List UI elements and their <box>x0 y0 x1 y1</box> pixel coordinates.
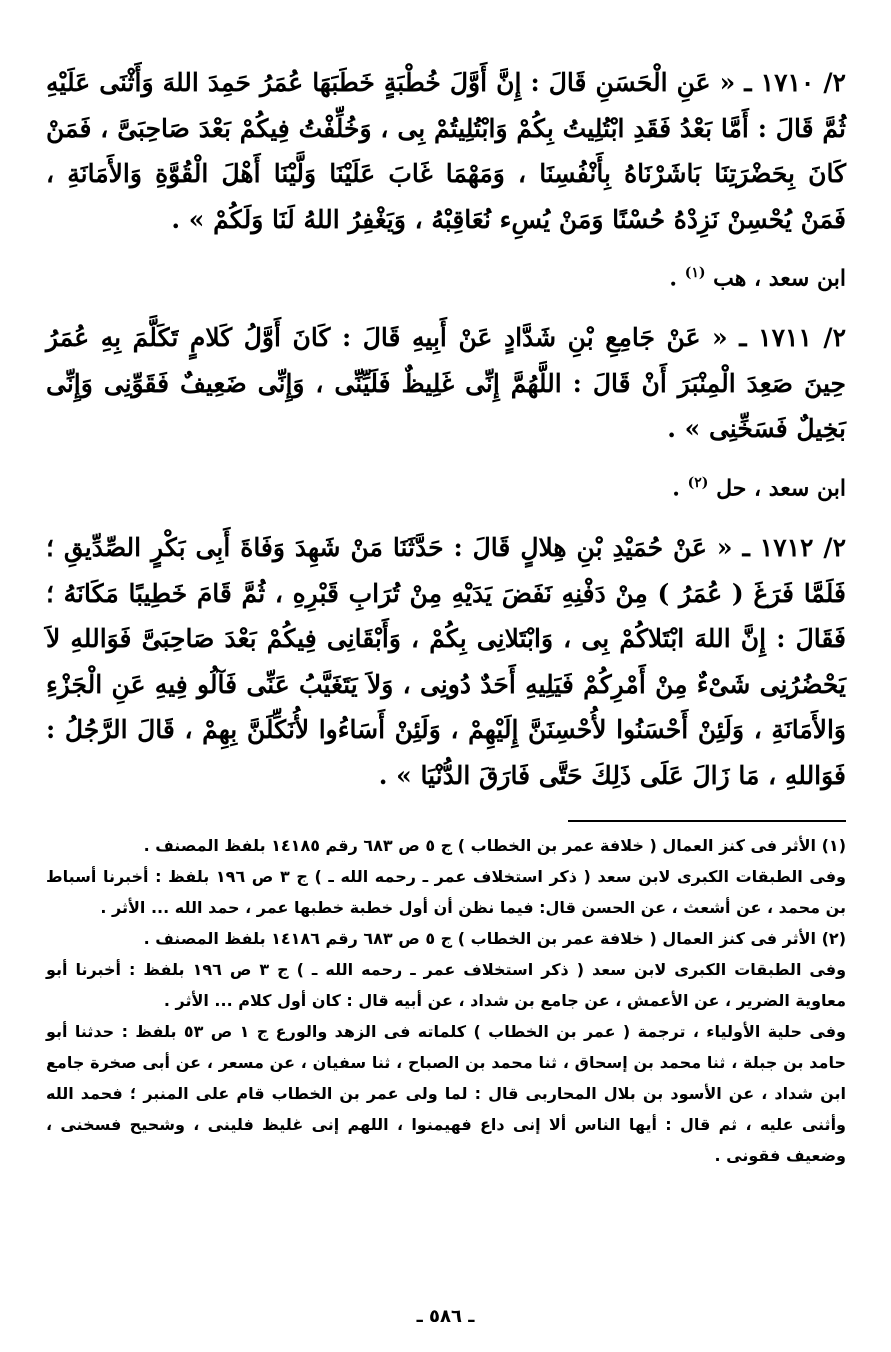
footnotes <box>46 830 846 1171</box>
footnote-ref-1[interactable]: (١) <box>684 265 706 281</box>
page-content <box>46 60 846 1171</box>
hadith-1712: ٢/ ١٧١٢ ـ « عَنْ حُمَيْدِ بْنِ هِلالٍ قَالَ : حَدَّثَنَا مَنْ شَهِدَ وَفَاةَ أَبِى بَكْرٍ الصِّدِّيقِ ؛ فَلَمَّا فَرَغَ ( عُمَرُ ) مِنْ دَفْنِهِ نَفَضَ يَدَيْهِ مِنْ تُرَابِ قَبْرِهِ ، ثُمَّ قَامَ خَطِيبًا مَكَانَهُ ؛ فَقَالَ : إِنَّ اللهَ ابْتَلاكُمْ بِى ، وَابْتَلانِى بِكُمْ ، وَأَبْقَانِى فِيكُمْ بَعْدَ صَاحِبَىَّ فَوَاللهِ لاَ يَحْضُرُنِى شَىْءٌ مِنْ أَمْرِكُمْ فَيَلِيهِ أَحَدٌ دُونِى ، وَلاَ يَتَغَيَّبُ عَنِّى فَآلُو فِيهِ عَنِ الْجَزْءِ وَالأَمَانَةِ ، وَلَئِنْ أَحْسَنُوا لأُحْسِنَنَّ إِلَيْهِمْ ، وَلَئِنْ أَسَاءُوا لأُنَكِّلَنَّ بِهِمْ ، قَالَ الرَّجُلُ : فَوَاللهِ ، مَا زَالَ عَلَى ذَلِكَ حَتَّى فَارَقَ الدُّنْيَا » . <box>46 533 847 790</box>
page-number: ـ ٥٨٦ ـ <box>416 1306 475 1327</box>
citation-text: ابن سعد ، هب <box>713 265 846 292</box>
footnote-2-hilya: وفى حلية الأولياء ، ترجمة ( عمر بن الخطاب ) كلماته فى الزهد والورع ج ١ ص ٥٣ بلفظ : حدثنا أبو حامد بن جبلة ، ثنا محمد بن إسحاق ، ثنا محمد بن الصباح ، ثنا سفيان ، عن مسعر ، عن أبى صخرة جامع ابن شداد ، عن الأسود بن بلال المحاربى قال : لما ولى عمر بن الخطاب قام على المنبر ؛ فحمد الله وأثنى عليه ، ثم قال : أيها الناس ألا إنى داع فهيمنوا ، اللهم إنى غليظ فلينى ، وشحيح فسخنى ، وضعيف فقونى . <box>46 1022 846 1166</box>
footnote-2: (٢) الأثر فى كنز العمال ( خلافة عمر بن الخطاب ) ج ٥ ص ٦٨٣ رقم ١٤١٨٦ بلفظ المصنف . <box>143 929 846 949</box>
footnote-1-continued: وفى الطبقات الكبرى لابن سعد ( ذكر استخلاف عمر ـ رحمه الله ـ ) ج ٣ ص ١٩٦ بلفظ : أخبرنا أسباط بن محمد ، عن أشعث ، عن الحسن قال: فيما نظن أن أول خطبة خطبها عمر ، حمد الله ... الأثر . <box>46 867 846 918</box>
citation-text: ابن سعد ، حل <box>716 475 846 502</box>
citation-1711: ابن سعد ، حل $^{(٢)}$ . <box>672 474 846 502</box>
footnote-divider <box>568 820 846 822</box>
footnote-ref-2[interactable]: (٢) <box>687 474 709 491</box>
citation-1710: ابن سعد ، هب $^{(١)}$ . <box>669 265 846 292</box>
footnote-1: (١) الأثر فى كنز العمال ( خلافة عمر بن الخطاب ) ج ٥ ص ٦٨٣ رقم ١٤١٨٥ بلفظ المصنف . <box>143 836 846 856</box>
footnote-2-continued: وفى الطبقات الكبرى لابن سعد ( ذكر استخلاف عمر ـ رحمه الله ـ ) ج ٣ ص ١٩٦ بلفظ : أخبرنا أبو معاوية الضرير ، عن الأعمش ، عن جامع بن شداد ، عن أبيه قال : كان أول كلام ... الأثر . <box>46 960 847 1011</box>
hadith-1711: ٢/ ١٧١١ ـ « عَنْ جَامِعِ بْنِ شَدَّادٍ عَنْ أَبِيهِ قَالَ : كَانَ أَوَّلُ كَلامٍ تَكَلَّمَ بِهِ عُمَرُ حِينَ صَعِدَ الْمِنْبَرَ أَنْ قَالَ : اللَّهُمَّ إِنِّى غَلِيظٌ فَلَيِّنِّى ، وَإِنِّى ضَعِيفٌ فَقَوِّنِى وَإِنِّى بَخِيلٌ فَسَخِّنِى » . <box>46 323 846 444</box>
hadith-1710: ٢/ ١٧١٠ ـ « عَنِ الْحَسَنِ قَالَ : إِنَّ أَوَّلَ خُطْبَةٍ خَطَبَهَا عُمَرُ حَمِدَ اللهَ وَأَثْنَى عَلَيْهِ ثُمَّ قَالَ : أَمَّا بَعْدُ فَقَدِ ابْتُلِيتُ بِكُمْ وَابْتُلِيتُمْ بِى ، وَخُلِّفْتُ فِيكُمْ بَعْدَ صَاحِبَىَّ ، فَمَنْ كَانَ بِحَضْرَتِنَا بَاشَرْنَاهُ بِأَنْفُسِنَا ، وَمَهْمَا غَابَ عَلَيْنَا وَلَّيْنَا أَهْلَ الْقُوَّةِ وَالأَمَانَةِ ، فَمَنْ يُحْسِنْ نَزِدْهُ حُسْنًا وَمَنْ يُسِء نُعَاقِبْهُ ، وَيَغْفِرُ اللهُ لَنَا وَلَكُمْ » . <box>46 68 846 234</box>
